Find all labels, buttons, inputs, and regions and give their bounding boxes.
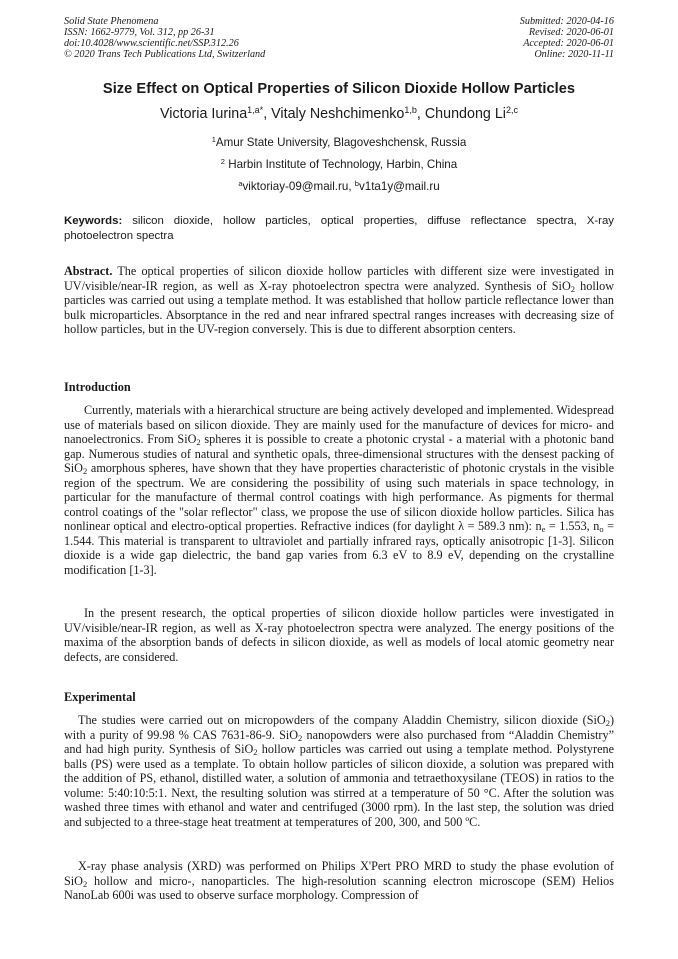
submission-dates — [520, 16, 614, 60]
section-heading-introduction: Introduction — [64, 380, 131, 394]
author-name: Vitaly Neshchimenko — [271, 106, 405, 122]
author-sup: 1,b — [404, 105, 417, 115]
paper-title: Size Effect on Optical Properties of Silicon Dioxide Hollow Particles — [102, 81, 576, 97]
experimental-paragraph: X-ray phase analysis (XRD) was performed on Philips X'Pert PRO MRD to study the phase evolution of SiO$_2$ hollow and micro-, nanoparticles. The high-resolution scanning electron microscope (SEM) Helios NanoLab 600i was used to observe surface morphology. Compression of — [64, 859, 614, 902]
journal-copyright: © 2020 Trans Tech Publications Ltd, Switzerland — [64, 49, 266, 60]
journal-info — [64, 16, 265, 60]
keywords — [64, 214, 614, 243]
date-revised: Revised: 2020-06-01 — [528, 27, 614, 38]
introduction-paragraph: In the present research, the optical properties of silicon dioxide hollow particles were investigated in UV/visible/near-IR region, as well as X-ray photoelectron spectra were analyzed. The energy positions of the maxima of the absorption bands of defects in silicon dioxide, as well as models of local atomic geometry near defects, are considered. — [64, 606, 614, 664]
journal-issn: ISSN: 1662-9779, Vol. 312, pp 26-31 — [64, 27, 215, 38]
journal-name: Solid State Phenomena — [64, 16, 159, 27]
author-sup: 1,a* — [247, 105, 264, 115]
date-online: Online: 2020-11-11 — [534, 49, 614, 60]
journal-doi: doi:10.4028/www.scientific.net/SSP.312.26 — [64, 38, 239, 49]
author-name: Victoria Iurina — [160, 106, 248, 122]
introduction-paragraph: Currently, materials with a hierarchical structure are being actively developed and implemented. Widespread use of materials based on silicon dioxide. They are mainly used for the manufacture of devices for micro- and nanoelectronics. From SiO$_2$ spheres it is possible to create a photonic crystal - a material with a photonic band gap. Numerous studies of natural and synthetic opals, three-dimensional structures with the densest packing of SiO$_2$ amorphous spheres, have shown that they have properties characteristic of photonic crystals in the visible region of the spectrum. We are considering the possibility of using such materials in space technology, in particular for the manufacture of thermal control coatings with high performance. As pigments for thermal control coatings of the "solar reflector" class, we propose the use of silicon dioxide hollow particles. Silica has nonlinear optical and electro-optical properties. Refractive indices (for daylight λ = 589.3 nm): $n_e = 1.553$, $n_o = 1.544$. This material is transparent to ultraviolet and partially infrared rays, optically anisotropic [1-3]. Silicon dioxide is a wide gap dielectric, the band gap varies from 6.3 eV to 8.9 eV, depending on the crystalline modification [1-3]. — [64, 403, 615, 577]
affiliation-text: Harbin Institute of Technology, Harbin, China — [228, 158, 458, 171]
date-accepted: Accepted: 2020-06-01 — [523, 38, 614, 49]
author-emails: $^a$viktoriay-09@mail.ru, $^b$v1ta1y@mail.ru — [238, 179, 440, 193]
affiliation-1 — [0, 136, 678, 149]
experimental-paragraph: The studies were carried out on micropowders of the company Aladdin Chemistry, silicon dioxide (SiO$_2$) with a purity of 99.98 % CAS 7631-86-9. SiO$_2$ nanopowders were also purchased from “Aladdin Chemistry” and had high purity. Synthesis of SiO$_2$ hollow particles was carried out using a template method. Polystyrene balls (PS) were used as a template. To obtain hollow particles of silicon dioxide, a solution was prepared with the addition of PS, ethanol, distilled water, a solution of ammonia and tetraethoxysilane (TEOS) in ratios to the volume: 5:40:10:5:1. Next, the resulting solution was stirred at a temperature of 50 °C. After the solution was washed three times with ethanol and water and centrifuged (3000 rpm). In the last step, the solution was dried and subjected to a three-stage heat treatment at temperatures of 200, 300, and 500 ºC. — [64, 713, 614, 829]
email-a[interactable]: viktoriay-09@mail.ru — [242, 180, 349, 193]
section-heading-experimental: Experimental — [64, 690, 136, 704]
affiliation-sup: 1 — [211, 135, 216, 144]
email-sup: b — [354, 179, 359, 188]
abstract-label: Abstract. — [64, 264, 113, 278]
affiliation-sup: 2 — [220, 157, 225, 166]
author-name: Chundong Li — [424, 106, 506, 122]
abstract: Abstract. The optical properties of silicon dioxide hollow particles with different size were investigated in UV/visible/near-IR region, as well as X-ray photoelectron spectra were analyzed. Synthesis of SiO$_2$ hollow particles was carried out using a template method. It was established that hollow particle reflectance lower than bulk microparticles. Absorptance in the red and near infrared spectral ranges increases with decreasing size of hollow particles, but in the UV-region conversely. This is due to different absorption centers. — [64, 264, 615, 337]
keywords-label: Keywords: — [64, 215, 123, 227]
keywords-text: silicon dioxide, hollow particles, optical properties, diffuse reflectance spectra, X-ray photoelectron spectra — [64, 215, 614, 242]
email-sup: a — [238, 179, 243, 188]
affiliation-text: Amur State University, Blagoveshchensk, Russia — [215, 136, 467, 149]
author-list: Victoria Iurina$^{1,a*}$, Vitaly Neshchimenko$^{1,b}$, Chundong Li$^{2,c}$ — [160, 105, 518, 122]
affiliation-2 — [0, 158, 678, 171]
email-b[interactable]: v1ta1y@mail.ru — [358, 180, 440, 193]
author-sup: 2,c — [505, 105, 518, 115]
date-submitted: Submitted: 2020-04-16 — [519, 16, 614, 27]
